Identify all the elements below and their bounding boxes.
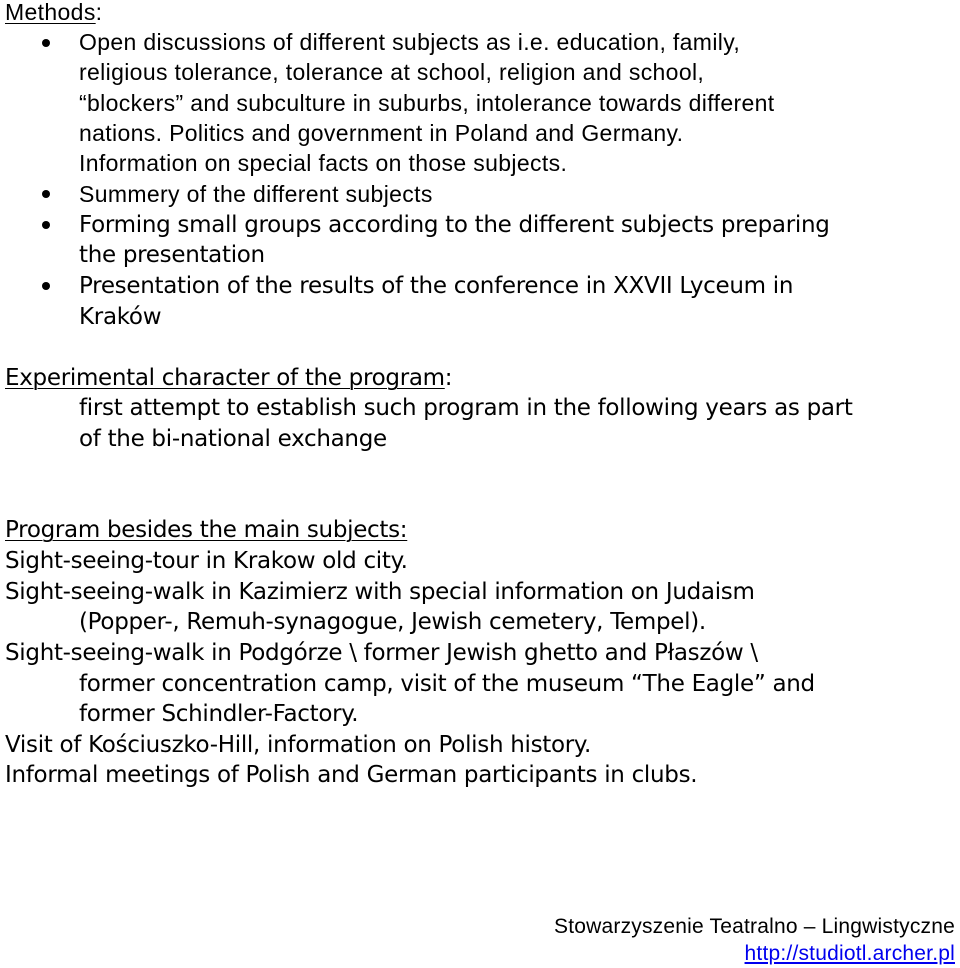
methods-item-1-line-3: “blockers” and subculture in suburbs, intolerance towards different: [79, 90, 775, 116]
methods-item-4-line-1: Presentation of the results of the conference in XXVII Lyceum in: [79, 273, 794, 299]
methods-heading: [5, 0, 102, 27]
program-line-5: former concentration camp, visit of the museum “The Eagle” and: [79, 671, 815, 697]
methods-item-1-line-1: Open discussions of different subjects as i.e. education, family,: [79, 29, 741, 55]
methods-item-1-line-4: nations. Politics and government in Poland and Germany.: [79, 120, 684, 146]
bullet-icon: [42, 39, 50, 47]
experimental-line-1: first attempt to establish such program in the following years as part: [79, 395, 853, 421]
methods-heading-colon: :: [95, 0, 103, 25]
program-line-3: (Popper-, Remuh-synagogue, Jewish cemetery, Tempel).: [79, 609, 706, 635]
experimental-heading: [5, 363, 452, 393]
methods-item-1-line-2: religious tolerance, tolerance at school, religion and school,: [79, 59, 705, 85]
bullet-icon: [42, 221, 50, 229]
methods-item-3-line-1: Forming small groups according to the different subjects preparing: [79, 212, 830, 238]
footer-organization: Stowarzyszenie Teatralno – Lingwistyczne: [554, 915, 955, 938]
methods-item-4-line-2: Kraków: [79, 304, 162, 330]
experimental-line-2: of the bi-national exchange: [79, 426, 387, 452]
methods-item-2-line-1: Summery of the different subjects: [79, 181, 433, 207]
experimental-heading-colon: :: [444, 365, 453, 391]
program-line-7: Visit of Kościuszko-Hill, information on Polish history.: [5, 732, 591, 758]
program-line-4: Sight-seeing-walk in Podgórze \ former Jewish ghetto and Płaszów \: [5, 640, 758, 666]
bullet-icon: [42, 282, 50, 290]
methods-item-3-line-2: the presentation: [79, 242, 265, 268]
program-line-1: Sight-seeing-tour in Krakow old city.: [5, 548, 408, 574]
program-heading: Program besides the main subjects:: [5, 517, 408, 543]
program-line-6: former Schindler-Factory.: [79, 701, 359, 727]
footer-link[interactable]: http://studiotl.archer.pl: [744, 942, 955, 965]
experimental-heading-text: Experimental character of the program: [5, 365, 445, 391]
methods-heading-text: Methods: [5, 0, 96, 25]
program-line-8: Informal meetings of Polish and German participants in clubs.: [5, 762, 698, 788]
bullet-icon: [42, 190, 50, 198]
program-line-2: Sight-seeing-walk in Kazimierz with special information on Judaism: [5, 579, 755, 605]
methods-item-1-line-5: Information on special facts on those subjects.: [79, 150, 568, 176]
